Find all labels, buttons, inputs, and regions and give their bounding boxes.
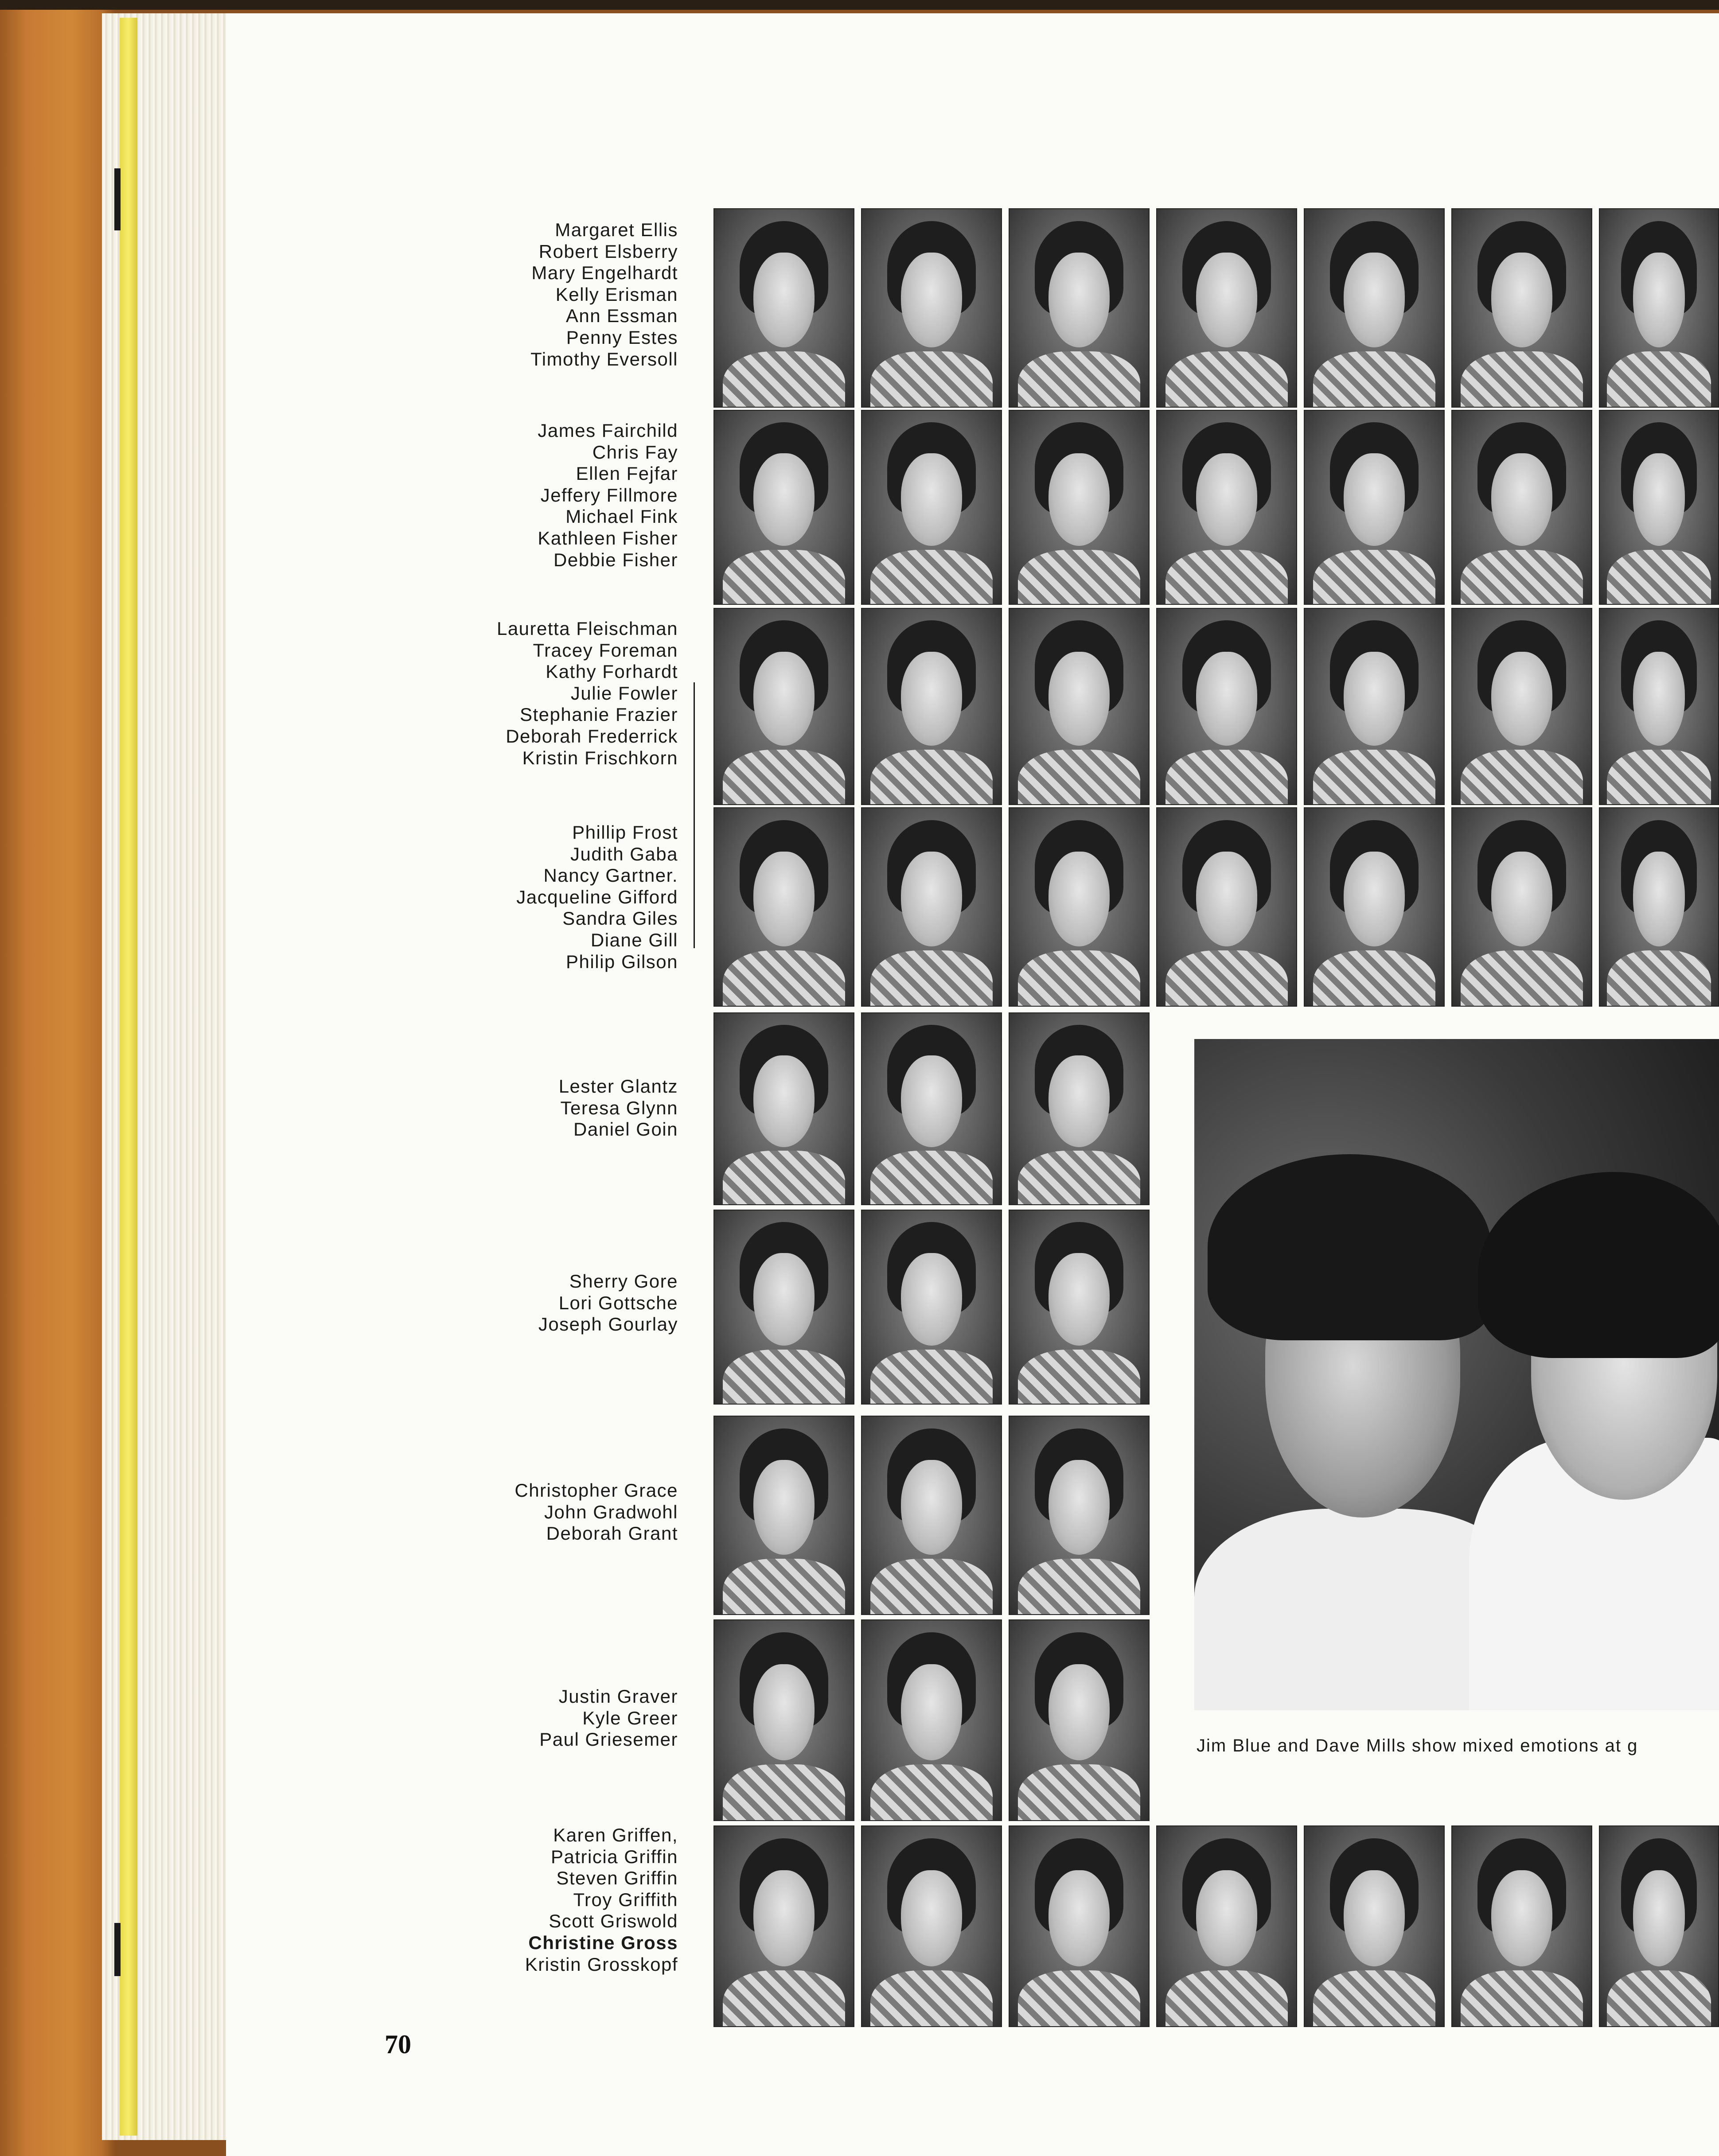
portrait-face <box>1049 1664 1110 1760</box>
portrait-face <box>901 652 962 746</box>
portrait-face <box>1196 253 1257 347</box>
student-name: Steven Griffin <box>556 1868 678 1889</box>
portrait-face <box>753 253 815 347</box>
student-name: Kristin Frischkorn <box>522 747 678 768</box>
student-name: Robert Elsberry <box>538 241 678 262</box>
student-portrait <box>713 1619 854 1821</box>
portrait-shirt <box>723 1151 845 1205</box>
student-portrait <box>1009 1210 1150 1405</box>
student-portrait <box>713 608 854 805</box>
student-name: James Fairchild <box>538 420 678 441</box>
student-portrait <box>1009 807 1150 1007</box>
student-portrait <box>1451 410 1592 605</box>
portrait-face <box>753 1055 815 1147</box>
portrait-shirt <box>723 750 845 805</box>
student-name: Lauretta Fleischman <box>496 618 678 639</box>
student-name: Kelly Erisman <box>555 284 678 305</box>
portrait-face <box>1344 852 1405 946</box>
portrait-shirt <box>1461 1970 1583 2027</box>
portrait-face <box>901 1055 962 1147</box>
portrait-shirt <box>723 550 845 605</box>
portrait-face <box>901 1460 962 1555</box>
student-portrait <box>1304 410 1445 605</box>
portrait-face <box>1633 652 1685 746</box>
student-portrait <box>1009 608 1150 805</box>
portrait-face <box>753 453 815 546</box>
student-portrait <box>1599 608 1719 805</box>
student-portrait <box>1009 208 1150 408</box>
student-name: John Gradwohl <box>544 1501 678 1522</box>
student-name: Christopher Grace <box>515 1480 678 1501</box>
portrait-face <box>1491 652 1552 746</box>
portrait-shirt <box>1313 1970 1435 2027</box>
portrait-shirt <box>1313 750 1435 805</box>
student-portrait <box>1009 1012 1150 1205</box>
student-portrait <box>1156 608 1297 805</box>
student-portrait <box>861 208 1002 408</box>
portrait-face <box>1633 253 1685 347</box>
name-group-5 <box>559 1076 678 1140</box>
portrait-face <box>1491 1870 1552 1966</box>
name-group-8 <box>539 1686 678 1751</box>
portrait-shirt <box>1607 1970 1711 2027</box>
portrait-face <box>1344 1870 1405 1966</box>
student-portrait <box>861 410 1002 605</box>
portrait-face <box>1633 453 1685 546</box>
portrait-face <box>901 253 962 347</box>
student-name: Ann Essman <box>565 305 678 327</box>
portrait-face <box>1491 253 1552 347</box>
student-portrait <box>1451 208 1592 408</box>
portrait-face <box>753 1253 815 1346</box>
student-name: Teresa Glynn <box>560 1097 678 1118</box>
name-group-9 <box>525 1825 678 1975</box>
student-name: Philip Gilson <box>566 951 678 972</box>
portrait-shirt <box>1165 950 1288 1007</box>
portrait-shirt <box>870 750 993 805</box>
student-portrait <box>713 1012 854 1205</box>
student-portrait <box>861 608 1002 805</box>
photo-figure <box>1208 1154 1491 1340</box>
portrait-face <box>1049 1055 1110 1147</box>
student-name: Lester Glantz <box>558 1076 678 1097</box>
portrait-shirt <box>723 351 845 408</box>
portrait-shirt <box>1018 1151 1140 1205</box>
student-portrait <box>713 1210 854 1405</box>
portrait-shirt <box>723 1764 845 1821</box>
student-portrait <box>1009 410 1150 605</box>
student-name: Scott Griswold <box>549 1911 678 1932</box>
name-group-2 <box>538 420 678 571</box>
student-portrait <box>1451 807 1592 1007</box>
student-name: Michael Fink <box>565 506 678 527</box>
student-portrait <box>1304 608 1445 805</box>
portrait-shirt <box>1313 950 1435 1007</box>
student-portrait <box>713 208 854 408</box>
photo-figure <box>1478 1172 1719 1358</box>
page-number: 70 <box>385 2030 411 2059</box>
student-name: Kathy Forhardt <box>546 661 678 682</box>
divider-line <box>694 682 695 948</box>
name-group-7 <box>515 1480 678 1545</box>
portrait-face <box>1196 1870 1257 1966</box>
name-group-3 <box>497 618 678 769</box>
student-name: Paul Griesemer <box>539 1729 678 1750</box>
portrait-shirt <box>723 1559 845 1615</box>
name-group-6 <box>538 1271 678 1335</box>
student-name: Joseph Gourlay <box>538 1314 678 1335</box>
student-portrait <box>713 807 854 1007</box>
student-name: Sandra Giles <box>562 908 678 929</box>
portrait-shirt <box>1165 750 1288 805</box>
portrait-face <box>753 1664 815 1760</box>
student-name: Timothy Eversoll <box>530 348 678 370</box>
student-portrait <box>861 1619 1002 1821</box>
portrait-face <box>1049 652 1110 746</box>
portrait-face <box>1196 652 1257 746</box>
student-name: Troy Griffith <box>573 1889 678 1910</box>
portrait-face <box>1049 1253 1110 1346</box>
student-portrait <box>861 1210 1002 1405</box>
portrait-shirt <box>1018 1970 1140 2027</box>
student-name: Sherry Gore <box>569 1271 678 1292</box>
portrait-face <box>753 652 815 746</box>
student-name: Kyle Greer <box>582 1707 678 1728</box>
student-name: Ellen Fejfar <box>576 463 678 484</box>
student-portrait <box>1599 208 1719 408</box>
student-name: Patricia Griffin <box>551 1846 678 1867</box>
student-name: Deborah Frederrick <box>506 725 678 747</box>
portrait-shirt <box>1018 1350 1140 1405</box>
student-portrait <box>1156 410 1297 605</box>
portrait-face <box>1344 652 1405 746</box>
student-name: Lori Gottsche <box>558 1292 678 1313</box>
student-portrait <box>1304 208 1445 408</box>
student-name: Chris Fay <box>592 441 678 463</box>
portrait-shirt <box>1018 351 1140 408</box>
portrait-shirt <box>870 1350 993 1405</box>
portrait-shirt <box>723 950 845 1007</box>
student-name: Karen Griffen, <box>553 1825 678 1845</box>
portrait-shirt <box>870 1151 993 1205</box>
student-portrait <box>861 1416 1002 1615</box>
student-name: Julie Fowler <box>570 682 678 704</box>
portrait-shirt <box>1461 550 1583 605</box>
portrait-face <box>1196 852 1257 946</box>
student-name: Phillip Frost <box>572 822 678 843</box>
photo-caption: Jim Blue and Dave Mills show mixed emotions at g <box>1197 1736 1638 1755</box>
student-name: Christine Gross <box>528 1932 678 1953</box>
portrait-shirt <box>1461 351 1583 408</box>
student-name: Penny Estes <box>566 327 678 348</box>
student-portrait <box>1156 1825 1297 2027</box>
portrait-shirt <box>723 1970 845 2027</box>
portrait-face <box>1049 1460 1110 1555</box>
student-portrait <box>1009 1416 1150 1615</box>
student-name: Nancy Gartner. <box>543 865 678 886</box>
student-name: Justin Graver <box>558 1686 678 1707</box>
portrait-face <box>753 1870 815 1966</box>
name-group-1 <box>530 219 678 370</box>
student-name: Debbie Fisher <box>554 549 678 570</box>
student-portrait <box>861 1012 1002 1205</box>
portrait-shirt <box>1313 550 1435 605</box>
student-name: Kristin Grosskopf <box>525 1954 678 1975</box>
portrait-face <box>1049 852 1110 946</box>
student-name: Diane Gill <box>590 929 678 950</box>
portrait-shirt <box>870 950 993 1007</box>
student-portrait <box>1451 1825 1592 2027</box>
student-name: Tracey Foreman <box>533 639 678 661</box>
portrait-shirt <box>1018 1764 1140 1821</box>
names-column <box>0 0 678 2156</box>
student-portrait <box>713 1825 854 2027</box>
portrait-shirt <box>1461 750 1583 805</box>
portrait-face <box>901 852 962 946</box>
portrait-face <box>901 1664 962 1760</box>
student-name: Mary Engelhardt <box>531 262 678 284</box>
portrait-shirt <box>870 351 993 408</box>
portrait-face <box>1344 253 1405 347</box>
portrait-shirt <box>1607 351 1711 408</box>
student-portrait <box>1304 807 1445 1007</box>
student-name: Daniel Goin <box>573 1119 678 1140</box>
student-portrait <box>1156 208 1297 408</box>
student-name: Jacqueline Gifford <box>516 886 678 907</box>
portrait-face <box>901 453 962 546</box>
student-portrait <box>1009 1825 1150 2027</box>
portrait-face <box>1196 453 1257 546</box>
portrait-shirt <box>870 1559 993 1615</box>
student-portrait <box>861 1825 1002 2027</box>
portrait-shirt <box>1607 950 1711 1007</box>
portrait-face <box>1049 253 1110 347</box>
portrait-shirt <box>1165 1970 1288 2027</box>
student-portrait <box>1599 410 1719 605</box>
portrait-shirt <box>723 1350 845 1405</box>
student-portrait <box>861 807 1002 1007</box>
portrait-shirt <box>1165 550 1288 605</box>
student-name: Kathleen Fisher <box>538 527 678 549</box>
portrait-shirt <box>1165 351 1288 408</box>
portrait-shirt <box>1461 950 1583 1007</box>
portrait-shirt <box>1313 351 1435 408</box>
student-name: Jeffery Fillmore <box>540 484 678 506</box>
student-portrait <box>1599 1825 1719 2027</box>
student-portrait <box>1156 807 1297 1007</box>
portrait-face <box>1049 1870 1110 1966</box>
student-portrait <box>1009 1619 1150 1821</box>
portrait-face <box>1491 852 1552 946</box>
portrait-shirt <box>870 1970 993 2027</box>
student-portrait <box>1451 608 1592 805</box>
student-name: Deborah Grant <box>546 1523 678 1544</box>
name-group-4 <box>516 822 678 973</box>
portrait-shirt <box>870 1764 993 1821</box>
student-name: Stephanie Frazier <box>519 704 678 725</box>
student-portrait <box>1304 1825 1445 2027</box>
portrait-shirt <box>1607 750 1711 805</box>
candid-photo <box>1194 1039 1719 1710</box>
portrait-shirt <box>1018 550 1140 605</box>
student-name: Margaret Ellis <box>555 219 678 240</box>
portrait-face <box>1633 1870 1685 1966</box>
portrait-face <box>1633 852 1685 946</box>
portrait-face <box>1491 453 1552 546</box>
student-portrait <box>1599 807 1719 1007</box>
portrait-face <box>753 1460 815 1555</box>
portrait-shirt <box>1607 550 1711 605</box>
student-portrait <box>713 410 854 605</box>
portrait-face <box>901 1253 962 1346</box>
student-portrait <box>713 1416 854 1615</box>
portrait-face <box>901 1870 962 1966</box>
portrait-face <box>753 852 815 946</box>
portrait-shirt <box>1018 750 1140 805</box>
portrait-shirt <box>1018 1559 1140 1615</box>
student-name: Judith Gaba <box>570 843 678 864</box>
portrait-shirt <box>1018 950 1140 1007</box>
portrait-face <box>1344 453 1405 546</box>
portrait-face <box>1049 453 1110 546</box>
portrait-shirt <box>870 550 993 605</box>
